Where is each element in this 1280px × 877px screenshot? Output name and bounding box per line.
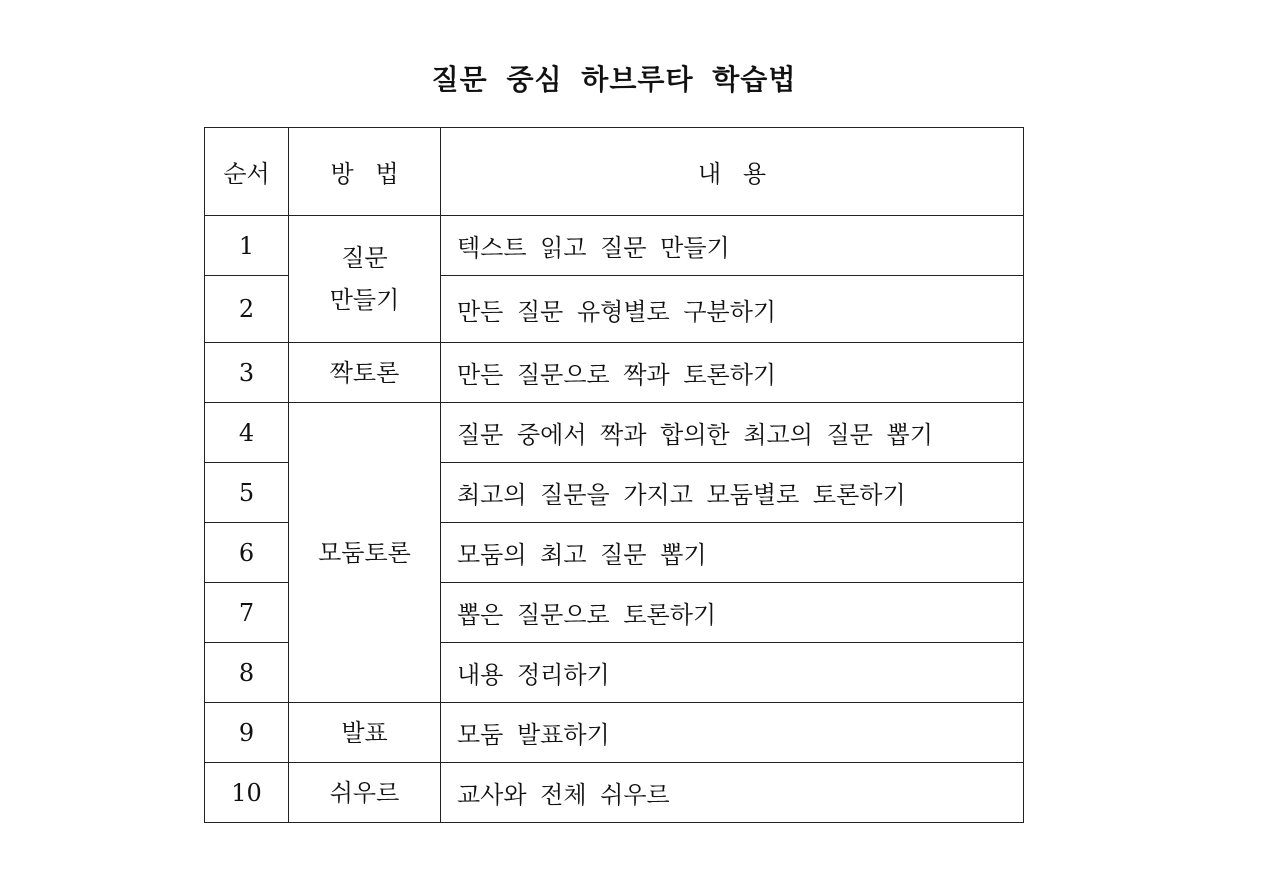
content-cell: 내용 정리하기 bbox=[441, 643, 1024, 703]
order-cell: 8 bbox=[205, 643, 289, 703]
content-cell: 모둠 발표하기 bbox=[441, 703, 1024, 763]
order-cell: 1 bbox=[205, 216, 289, 276]
method-cell-group-debate: 모둠토론 bbox=[289, 403, 441, 703]
method-label-line2: 만들기 bbox=[329, 286, 400, 314]
header-order: 순서 bbox=[205, 128, 289, 216]
table-row bbox=[205, 763, 1024, 823]
table-row bbox=[205, 703, 1024, 763]
method-cell-presentation: 발표 bbox=[289, 703, 441, 763]
content-cell: 질문 중에서 짝과 합의한 최고의 질문 뽑기 bbox=[441, 403, 1024, 463]
table-row bbox=[205, 403, 1024, 463]
havruta-method-table bbox=[204, 127, 1024, 823]
document-title: 질문 중심 하브루타 학습법 bbox=[431, 63, 797, 96]
content-cell: 교사와 전체 쉬우르 bbox=[441, 763, 1024, 823]
content-cell: 텍스트 읽고 질문 만들기 bbox=[441, 216, 1024, 276]
header-content-label: 내 용 bbox=[698, 160, 766, 188]
content-cell: 만든 질문 유형별로 구분하기 bbox=[441, 276, 1024, 343]
table-row bbox=[205, 343, 1024, 403]
order-cell: 4 bbox=[205, 403, 289, 463]
method-label-line1: 질문 bbox=[341, 244, 388, 272]
header-content bbox=[441, 128, 1024, 216]
content-cell: 만든 질문으로 짝과 토론하기 bbox=[441, 343, 1024, 403]
order-cell: 5 bbox=[205, 463, 289, 523]
header-method-label: 방 법 bbox=[330, 160, 399, 188]
order-cell: 7 bbox=[205, 583, 289, 643]
content-cell: 뽑은 질문으로 토론하기 bbox=[441, 583, 1024, 643]
order-cell: 6 bbox=[205, 523, 289, 583]
header-method bbox=[289, 128, 441, 216]
order-cell: 10 bbox=[205, 763, 289, 823]
method-cell-question-making bbox=[289, 216, 441, 343]
order-cell: 9 bbox=[205, 703, 289, 763]
method-cell-shiwuru: 쉬우르 bbox=[289, 763, 441, 823]
table-row bbox=[205, 216, 1024, 276]
content-cell: 모둠의 최고 질문 뽑기 bbox=[441, 523, 1024, 583]
content-cell: 최고의 질문을 가지고 모둠별로 토론하기 bbox=[441, 463, 1024, 523]
table-header-row bbox=[205, 128, 1024, 216]
order-cell: 3 bbox=[205, 343, 289, 403]
method-cell-pair-debate: 짝토론 bbox=[289, 343, 441, 403]
order-cell: 2 bbox=[205, 276, 289, 343]
